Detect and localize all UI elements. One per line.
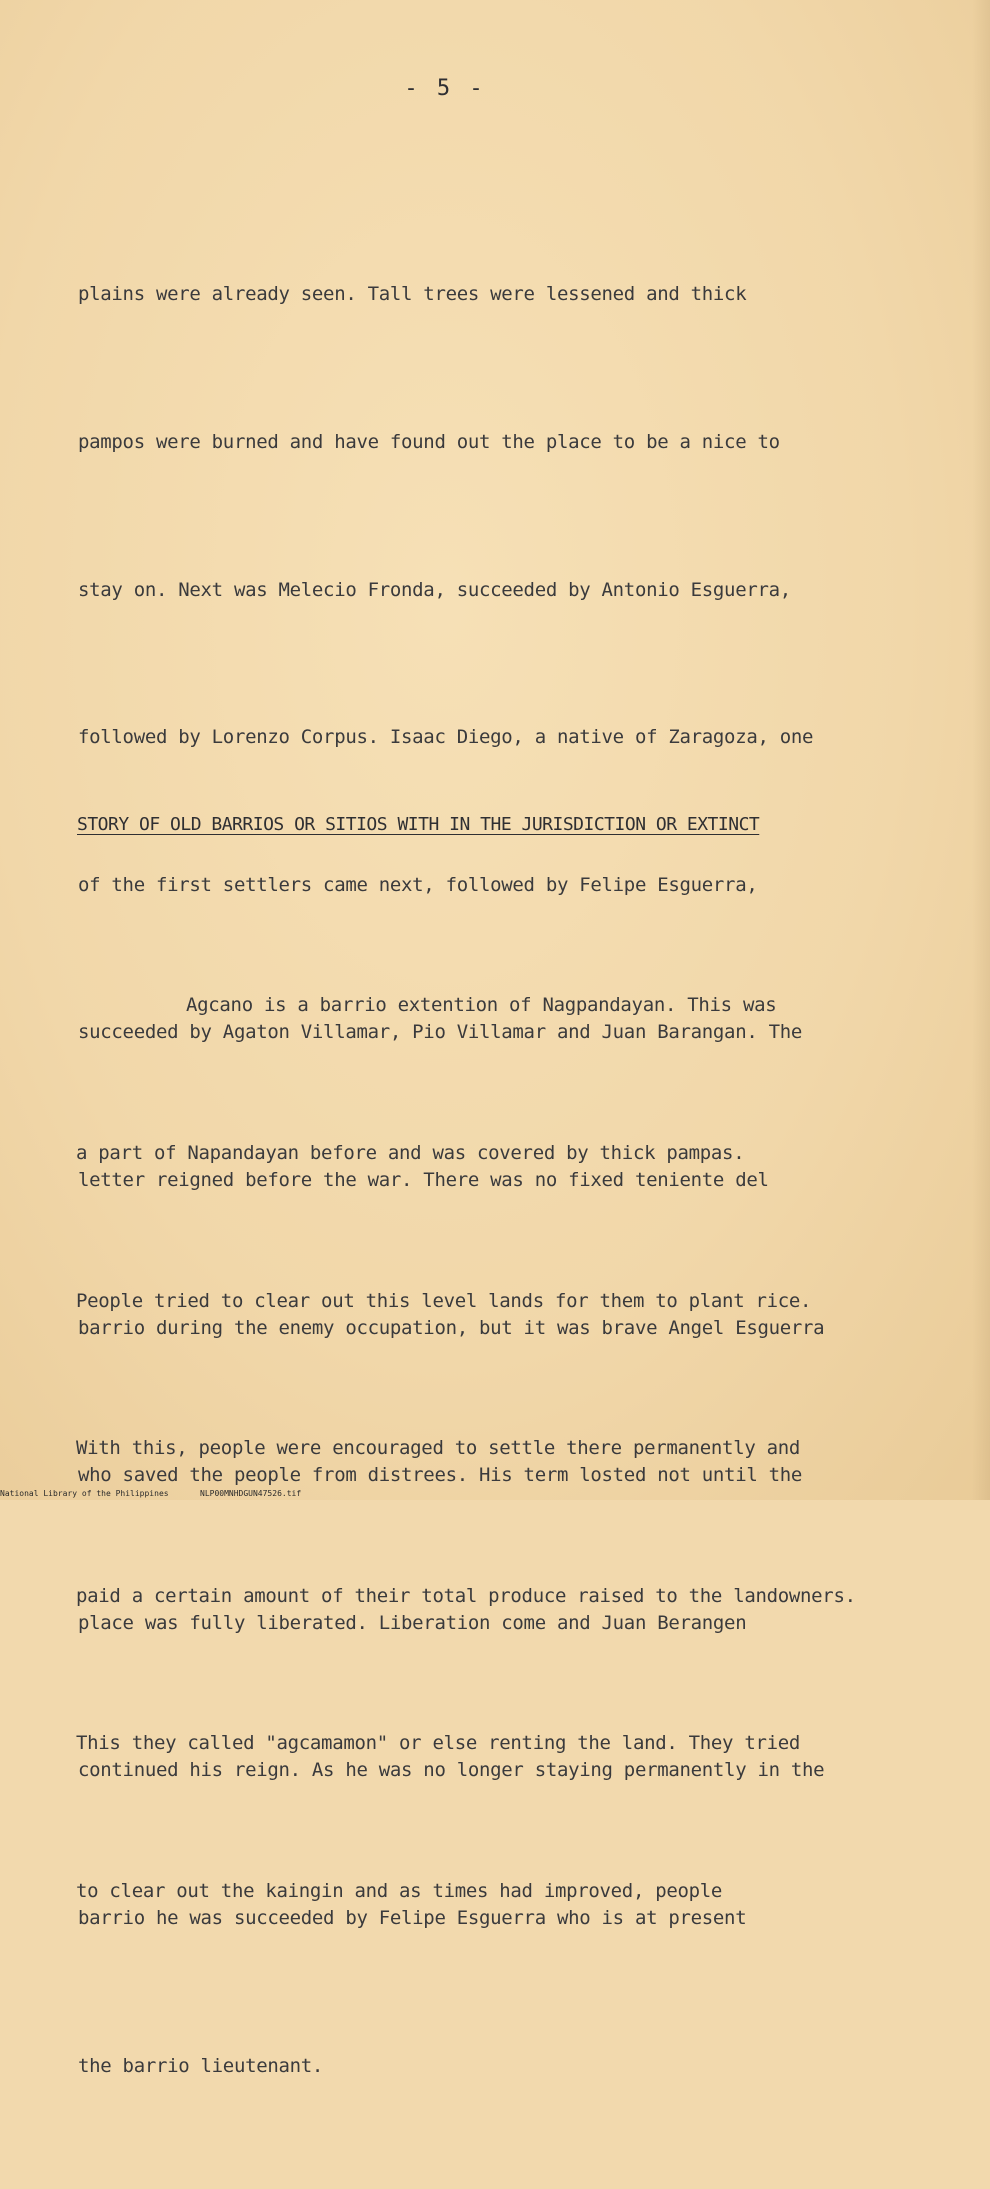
text-line: a part of Napandayan before and was covered by thick pampas.: [76, 1142, 745, 1164]
text-line: stay on. Next was Melecio Fronda, succeeded by Antonio Esguerra,: [78, 578, 791, 601]
text-line: barrio he was succeeded by Felipe Esguerra who is at present: [78, 1906, 747, 1929]
text-line: to clear out the kaingin and as times had improved, people: [76, 1879, 723, 1902]
footer-filename: NLP00MNHDGUN47526.tif: [200, 1489, 302, 1498]
text-line: letter reigned before the war. There was no fixed teniente del: [78, 1168, 769, 1191]
text-line: place was fully liberated. Liberation come and Juan Berangen: [78, 1611, 747, 1634]
scan-footer: [0, 1462, 990, 1498]
text-line: This they called "agcamamon" or else renting the land. They tried: [76, 1732, 801, 1755]
text-line: With this, people were encouraged to settle there permanently and: [76, 1437, 801, 1460]
text-line: People tried to clear out this level lands for them to plant rice.: [76, 1289, 812, 1312]
page-number: - 5 -: [404, 76, 486, 101]
text-line: who saved the people from distrees. His term losted not until the: [78, 1464, 803, 1487]
text-line: pampos were burned and have found out the place to be a nice to: [78, 431, 780, 453]
section-heading: STORY OF OLD BARRIOS OR SITIOS WITH IN THE JURISDICTION OR EXTINCT: [77, 814, 760, 835]
text-line: of the first settlers came next, followed by Felipe Esguerra,: [78, 873, 758, 896]
text-line: the barrio lieutenant.: [78, 2054, 324, 2077]
text-line: plains were already seen. Tall trees were lessened and thick: [78, 283, 747, 306]
paragraph-agcano: [76, 883, 976, 2015]
text-line: continued his reign. As he was no longer staying permanently in the: [78, 1759, 825, 1782]
text-line: paid a certain amount of their total produce raised to the landowners.: [76, 1584, 856, 1607]
page-edge-shadow: [972, 0, 990, 1500]
text-line: Agcano is a barrio extention of Nagpandayan. This was: [186, 994, 777, 1017]
text-line: succeeded by Agaton Villamar, Pio Villamar and Juan Barangan. The: [78, 1021, 803, 1044]
text-line: barrio during the enemy occupation, but it was brave Angel Esguerra: [78, 1316, 825, 1339]
text-line: followed by Lorenzo Corpus. Isaac Diego, a native of Zaragoza, one: [78, 726, 814, 749]
footer-institution: National Library of the Philippines: [0, 1489, 169, 1498]
